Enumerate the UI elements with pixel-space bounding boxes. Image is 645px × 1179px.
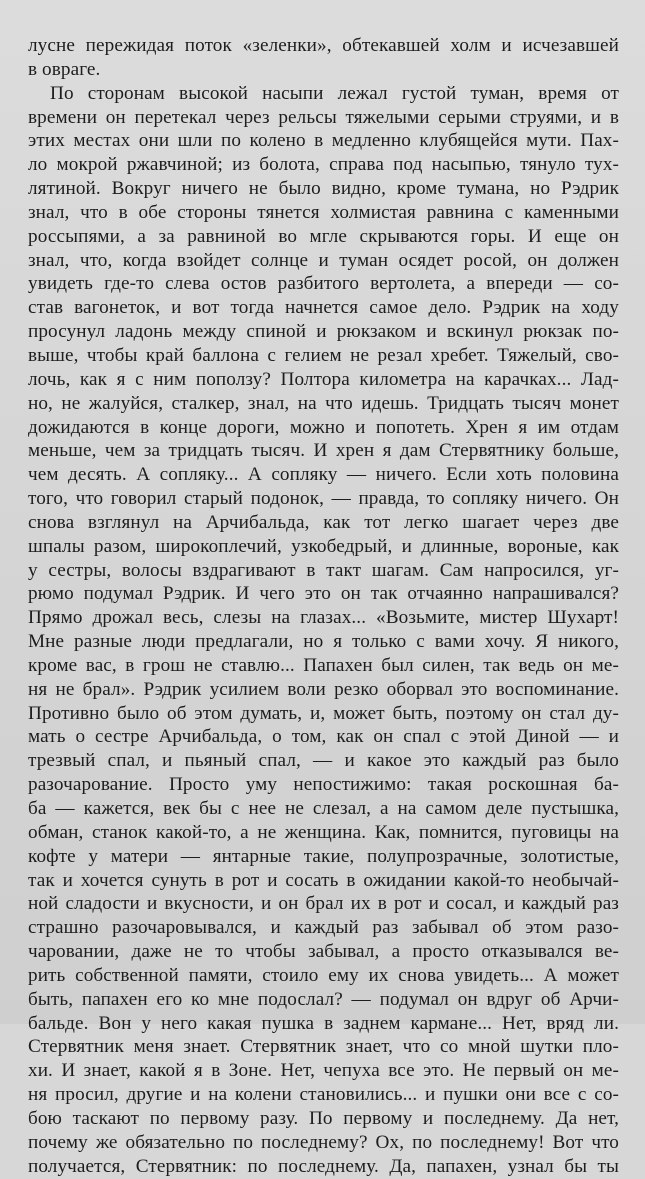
- text-line: Мне разные люди предлагали, но я только с вами хочу. Я никого,: [28, 631, 619, 653]
- text-line: лятиной. Вокруг ничего не было видно, кроме тумана, но Рэдрик: [28, 178, 619, 200]
- text-line: ня не брал». Рэдрик усилием воли резко оборвал это воспоминание.: [28, 678, 619, 700]
- text-line: выше, чтобы край баллона с гелием не резал хребет. Тяжелый, сво-: [28, 344, 619, 366]
- text-line: ня просил, другие и на колени становились... и пушки они все с со-: [28, 1084, 619, 1106]
- text-line: получается, Стервятник: по последнему. Да, папахен, узнал бы ты: [28, 1155, 619, 1177]
- text-line: кофте у матери — янтарные такие, полупрозрачные, золотистые,: [28, 845, 619, 867]
- text-line: почему же обязательно по последнему? Ох, по последнему! Вот что: [28, 1131, 619, 1153]
- text-line: рюмо подумал Рэдрик. И чего это он так отчаянно напрашивался?: [28, 583, 619, 605]
- text-line: быть, папахен его ко мне подослал? — подумал он вдруг об Арчи-: [28, 988, 619, 1010]
- text-line: россыпями, а за равниной во мгле скрываются горы. И еще он: [28, 225, 619, 247]
- text-line: ной сладости и вкусности, и он брал их в рот и сосал, и каждый раз: [28, 893, 619, 915]
- text-line: знал, что, когда взойдет солнце и туман осядет росой, он должен: [28, 249, 619, 271]
- text-line: чем десять. А сопляку... А сопляку — ничего. Если хоть половина: [28, 464, 619, 486]
- text-line: времени он перетекал через рельсы тяжелыми серыми струями, и в: [28, 106, 619, 128]
- text-line: страшно разочаровывался, и каждый раз забывал об этом разо-: [28, 917, 619, 939]
- text-line: обман, станок какой-то, а не женщина. Как, помнится, пуговицы на: [28, 821, 619, 843]
- text-line: увидеть где-то слева остов разбитого вертолета, а впереди — со-: [28, 273, 619, 295]
- text-line: снова взглянул на Арчибальда, как тот легко шагает через две: [28, 511, 619, 533]
- text-line: бою таскают по первому разу. По первому и последнему. Да нет,: [28, 1107, 619, 1129]
- text-line: Стервятник меня знает. Стервятник знает, что со мной шутки пло-: [28, 1036, 619, 1058]
- text-line: в овраге.: [28, 58, 101, 80]
- text-line: чаровании, даже не то чтобы забывал, а просто отказывался ве-: [28, 941, 619, 963]
- text-line: дожидаются в конце дороги, можно и попотеть. Хрен я им отдам: [28, 416, 619, 438]
- text-line: шпалы разом, широкоплечий, узкобедрый, и длинные, вороные, как: [28, 535, 619, 557]
- text-line: ло мокрой ржавчиной; из болота, справа под насыпью, тянуло тух-: [28, 154, 619, 176]
- text-line: просунул ладонь между спиной и рюкзаком и вскинул рюкзак по-: [28, 321, 619, 343]
- text-line: того, что говорил старый подонок, — правда, то сопляку ничего. Он: [28, 488, 619, 510]
- text-line: лочь, как я с ним поползу? Полтора километра на карачках... Лад-: [28, 368, 619, 390]
- text-line: этих местах они шли по колено в медленно клубящейся мути. Пах-: [28, 130, 619, 152]
- text-line: мать о сестре Арчибальда, о том, как он спал с этой Диной — и: [28, 726, 619, 748]
- text-line: меньше, чем за тридцать тысяч. И хрен я дам Стервятнику больше,: [28, 440, 619, 462]
- text-line: лусне пережидая поток «зеленки», обтекавшей холм и исчезавшей: [28, 35, 619, 56]
- text-line: у сестры, волосы вздрагивают в такт шагам. Сам напросился, уг-: [28, 559, 619, 581]
- text-line: но, не жалуйся, сталкер, знал, на что идешь. Тридцать тысяч монет: [28, 392, 619, 414]
- text-line: хи. И знает, какой я в Зоне. Нет, чепуха все это. Не первый он ме-: [28, 1060, 619, 1082]
- text-line: ба — кажется, век бы с нее не слезал, а на самом деле пустышка,: [28, 798, 619, 819]
- text-line: бальде. Вон у него какая пушка в заднем кармане... Нет, вряд ли.: [28, 1012, 619, 1034]
- text-line: Прямо дрожал весь, слезы на глазах... «Возьмите, мистер Шухарт!: [28, 607, 619, 629]
- text-line: Противно было об этом думать, и, может быть, поэтому он стал ду-: [28, 702, 619, 724]
- text-line: знал, что в обе стороны тянется холмистая равнина с каменными: [28, 201, 619, 223]
- text-line: кроме вас, в грош не ставлю... Папахен был силен, так ведь он ме-: [28, 654, 619, 676]
- text-line: так и хочется сунуть в рот и сосать в ожидании какой-то необычай-: [28, 869, 619, 891]
- page-text: [28, 34, 619, 1179]
- text-line: По сторонам высокой насыпи лежал густой туман, время от: [50, 82, 619, 104]
- text-line: став вагонеток, и вот тогда начнется самое дело. Рэдрик на ходу: [28, 297, 619, 319]
- text-line: трезвый спал, и пьяный спал, — и какое это каждый раз было: [28, 750, 619, 772]
- text-line: разочарование. Просто уму непостижимо: такая роскошная ба-: [28, 774, 619, 796]
- text-line: рить собственной памяти, стоило ему их снова увидеть... А может: [28, 964, 619, 986]
